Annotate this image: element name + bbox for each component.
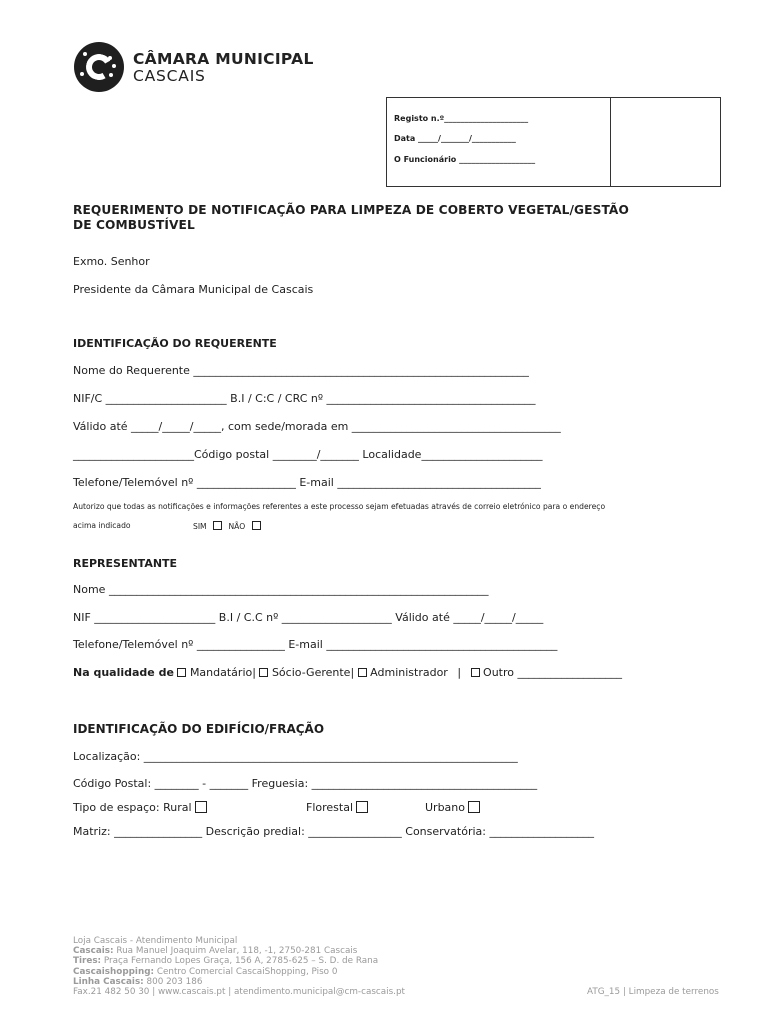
footer-linha: Linha Cascais: 800 203 186 bbox=[73, 976, 203, 987]
nao-label: NÃO bbox=[228, 522, 246, 531]
requerente-nome-field[interactable]: Nome do Requerente _____________________________________________________________ bbox=[73, 364, 529, 377]
footer-loja: Loja Cascais - Atendimento Municipal bbox=[73, 936, 238, 946]
edificio-codigo-postal-field[interactable]: Código Postal: ________ - _______ Freguesia: _________________________________________ bbox=[73, 777, 538, 790]
nao-checkbox[interactable] bbox=[252, 521, 261, 530]
mandatario-checkbox[interactable] bbox=[177, 668, 186, 677]
section-heading-edificio: IDENTIFICAÇÃO DO EDIFÍCIO/FRAÇÃO bbox=[73, 722, 325, 736]
municipality-logo-icon bbox=[74, 42, 124, 92]
greeting-line-2: Presidente da Câmara Municipal de Cascais bbox=[73, 283, 314, 296]
section-heading-representante: REPRESENTANTE bbox=[73, 557, 178, 570]
autorizo-text-line-2: acima indicado bbox=[73, 521, 131, 530]
urbano-label: Urbano bbox=[425, 801, 465, 814]
outro-checkbox[interactable] bbox=[471, 668, 480, 677]
tipo-espaco-rural bbox=[73, 801, 207, 814]
registo-number-field[interactable]: Registo n.º_____________________ bbox=[394, 114, 529, 123]
sim-label: SIM bbox=[193, 522, 207, 531]
footer-cascaishopping: Cascaishopping: Centro Comercial CascaiShopping, Piso 0 bbox=[73, 966, 338, 977]
administrador-checkbox[interactable] bbox=[358, 668, 367, 677]
tipo-espaco-florestal bbox=[306, 801, 368, 814]
registo-funcionario-field[interactable]: O Funcionário ___________________ bbox=[394, 155, 536, 164]
representante-telefone-field[interactable]: Telefone/Telemóvel nº ________________ E-mail __________________________________________ bbox=[73, 638, 558, 651]
administrador-label: Administrador bbox=[370, 666, 448, 679]
requerente-telefone-field[interactable]: Telefone/Telemóvel nº __________________ E-mail _____________________________________ bbox=[73, 476, 541, 489]
qualidade-separator: | bbox=[457, 666, 462, 679]
rural-checkbox[interactable] bbox=[195, 801, 207, 813]
mandatario-label: Mandatário| bbox=[189, 666, 256, 679]
title-line-2: DE COMBUSTÍVEL bbox=[73, 217, 195, 232]
page-title bbox=[73, 203, 629, 232]
footer-fax-web-email: Fax.21 482 50 30 | www.cascais.pt | atendimento.municipal@cm-cascais.pt bbox=[73, 987, 406, 998]
edificio-localizacao-field[interactable]: Localização: ____________________________________________________________________ bbox=[73, 750, 518, 763]
autorizo-text-line-1: Autorizo que todas as notificações e informações referentes a este processo sejam efetuadas através de correio eletrónico para o endereço bbox=[73, 502, 606, 511]
edificio-matriz-field[interactable]: Matriz: ________________ Descrição predial: _________________ Conservatória: ___________________ bbox=[73, 825, 594, 838]
footer-contacts bbox=[73, 936, 405, 997]
tipo-espaco-label: Tipo de espaço: Rural bbox=[73, 801, 192, 814]
requerente-codigo-postal-field[interactable]: ______________________Código postal ________/_______ Localidade______________________ bbox=[73, 448, 543, 461]
outro-field[interactable]: Outro ___________________ bbox=[483, 666, 622, 679]
socio-gerente-label: Sócio-Gerente| bbox=[271, 666, 355, 679]
logo-subtitle: CASCAIS bbox=[133, 67, 206, 85]
registo-box bbox=[386, 97, 721, 187]
sim-option bbox=[193, 521, 261, 531]
socio-gerente-checkbox[interactable] bbox=[259, 668, 268, 677]
registo-date-field[interactable]: Data _____/_______/___________ bbox=[394, 134, 516, 143]
sim-checkbox[interactable] bbox=[213, 521, 222, 530]
logo-title: CÂMARA MUNICIPAL bbox=[133, 50, 314, 68]
title-line-1: REQUERIMENTO DE NOTIFICAÇÃO PARA LIMPEZA DE COBERTO VEGETAL/GESTÃO bbox=[73, 203, 629, 217]
qualidade-row bbox=[73, 666, 622, 679]
section-heading-requerente: IDENTIFICAÇÃO DO REQUERENTE bbox=[73, 337, 277, 350]
footer-tires: Tires: Praça Fernando Lopes Graça, 156 A, 2785-625 – S. D. de Rana bbox=[73, 956, 379, 967]
florestal-label: Florestal bbox=[306, 801, 354, 814]
greeting-line-1: Exmo. Senhor bbox=[73, 255, 150, 268]
florestal-checkbox[interactable] bbox=[356, 801, 368, 813]
representante-nome-field[interactable]: Nome _____________________________________________________________________ bbox=[73, 583, 489, 596]
representante-nif-field[interactable]: NIF ______________________ B.I / C.C nº ____________________ Válido até _____/_____/_____ bbox=[73, 611, 544, 624]
urbano-checkbox[interactable] bbox=[468, 801, 480, 813]
requerente-valido-field[interactable]: Válido até _____/_____/_____, com sede/morada em ______________________________________ bbox=[73, 420, 561, 433]
footer-document-ref: ATG_15 | Limpeza de terrenos bbox=[587, 987, 719, 997]
requerente-nif-field[interactable]: NIF/C ______________________ B.I / C:C / CRC nº ______________________________________ bbox=[73, 392, 536, 405]
qualidade-label: Na qualidade de bbox=[73, 666, 174, 679]
tipo-espaco-urbano bbox=[425, 801, 480, 814]
footer-cascais: Cascais: Rua Manuel Joaquim Avelar, 118, -1, 2750-281 Cascais bbox=[73, 946, 358, 957]
registo-divider bbox=[610, 98, 611, 186]
